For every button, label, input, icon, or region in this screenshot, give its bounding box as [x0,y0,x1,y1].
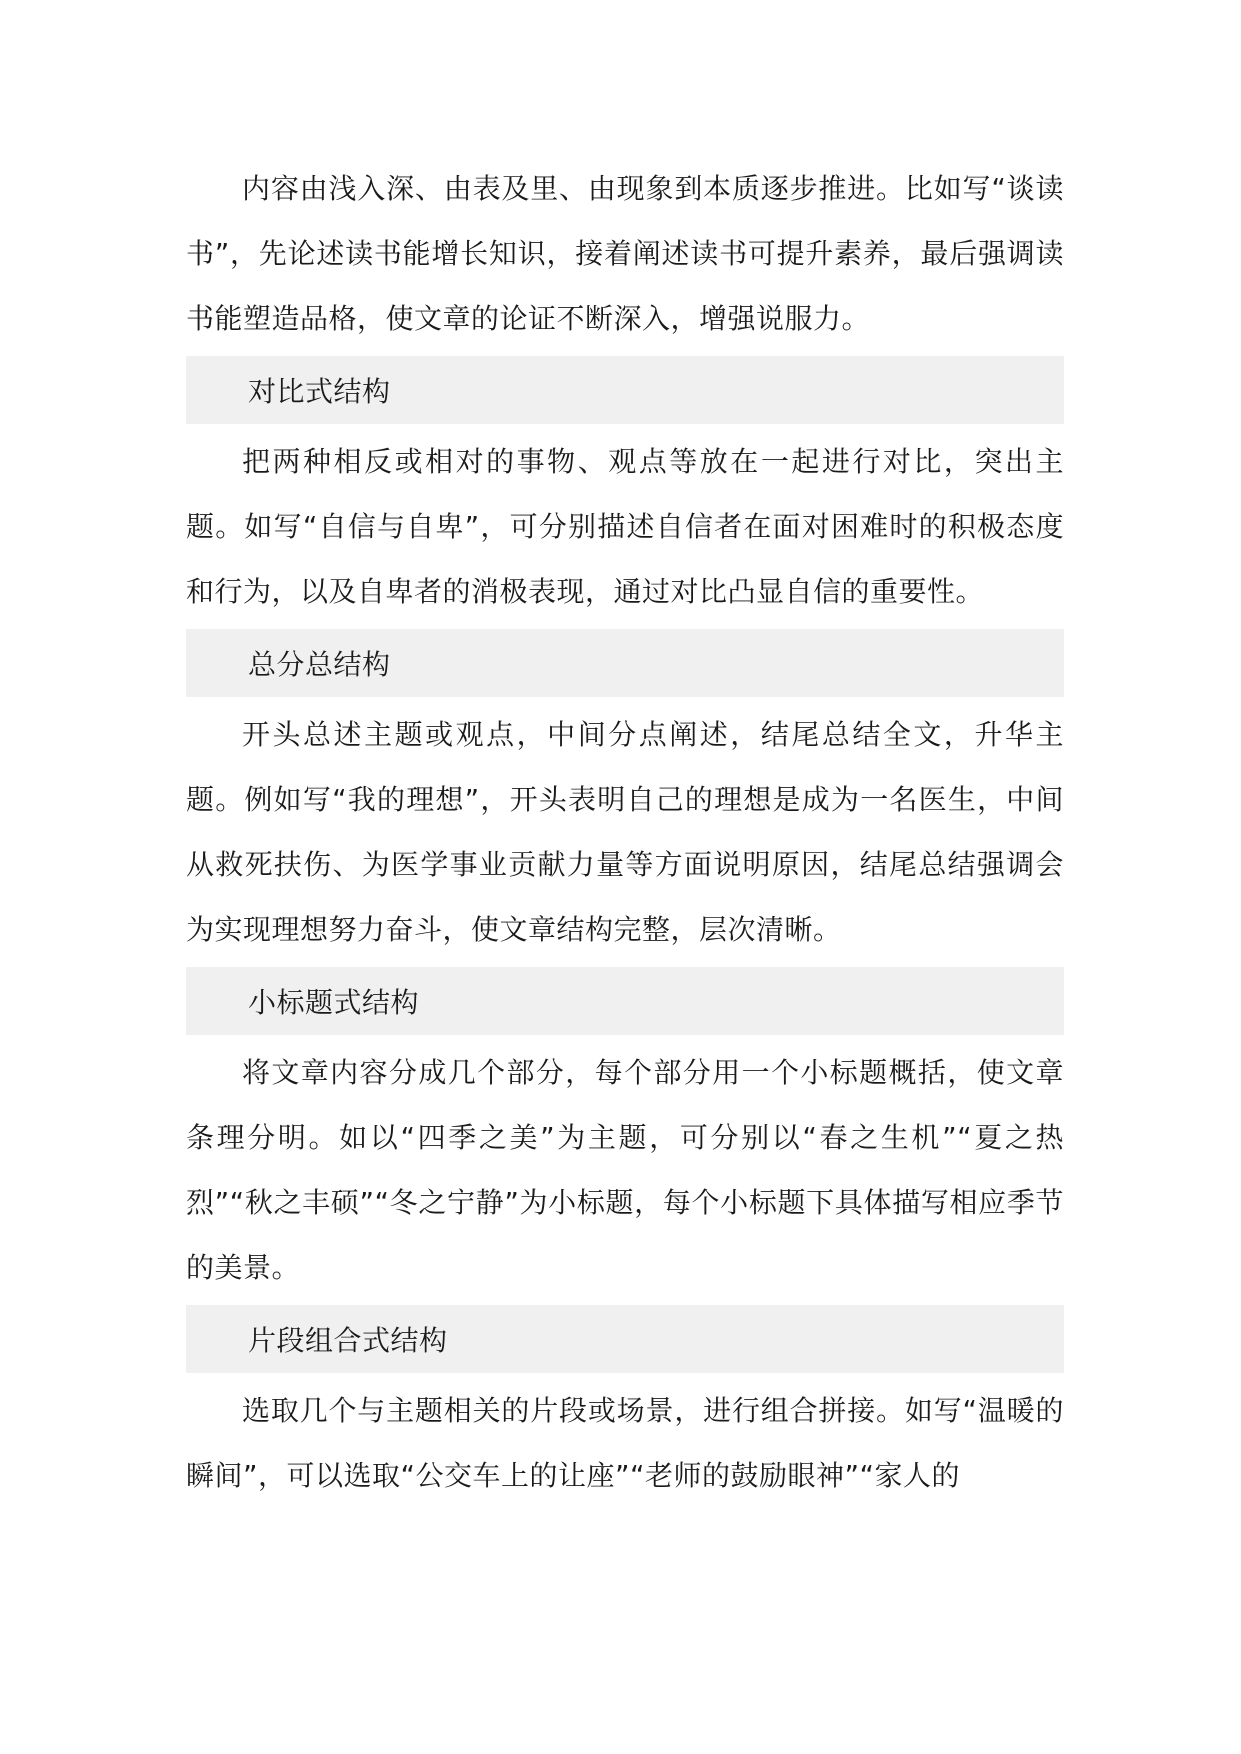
intro-paragraph: 内容由浅入深、由表及里、由现象到本质逐步推进。比如写“谈读书”，先论述读书能增长知识，接着阐述读书可提升素养，最后强调读书能塑造品格，使文章的论证不断深入，增强说服力。 [186,172,1064,335]
section-heading-text: 总分总结构 [248,648,391,681]
section-paragraph-fragment: 选取几个与主题相关的片段或场景，进行组合拼接。如写“温暖的瞬间”，可以选取“公交车上的让座”“老师的鼓励眼神”“家人的 [186,1394,1064,1492]
section-heading-fragment [186,1305,1064,1373]
section-heading-general-specific [186,629,1064,697]
section-heading-text: 片段组合式结构 [248,1324,448,1357]
section-heading-contrast [186,356,1064,424]
section-heading-text: 对比式结构 [248,375,391,408]
section-paragraph-general-specific: 开头总述主题或观点，中间分点阐述，结尾总结全文，升华主题。例如写“我的理想”，开头表明自己的理想是成为一名医生，中间从救死扶伤、为医学事业贡献力量等方面说明原因，结尾总结强调会为实现理想努力奋斗，使文章结构完整，层次清晰。 [186,718,1064,946]
section-paragraph-contrast: 把两种相反或相对的事物、观点等放在一起进行对比，突出主题。如写“自信与自卑”，可分别描述自信者在面对困难时的积极态度和行为，以及自卑者的消极表现，通过对比凸显自信的重要性。 [186,445,1064,608]
document-page [186,156,1064,1508]
section-paragraph-subtitle: 将文章内容分成几个部分，每个部分用一个小标题概括，使文章条理分明。如以“四季之美”为主题，可分别以“春之生机”“夏之热烈”“秋之丰硕”“冬之宁静”为小标题，每个小标题下具体描写相应季节的美景。 [186,1056,1064,1284]
section-heading-subtitle [186,967,1064,1035]
section-heading-text: 小标题式结构 [248,986,420,1019]
